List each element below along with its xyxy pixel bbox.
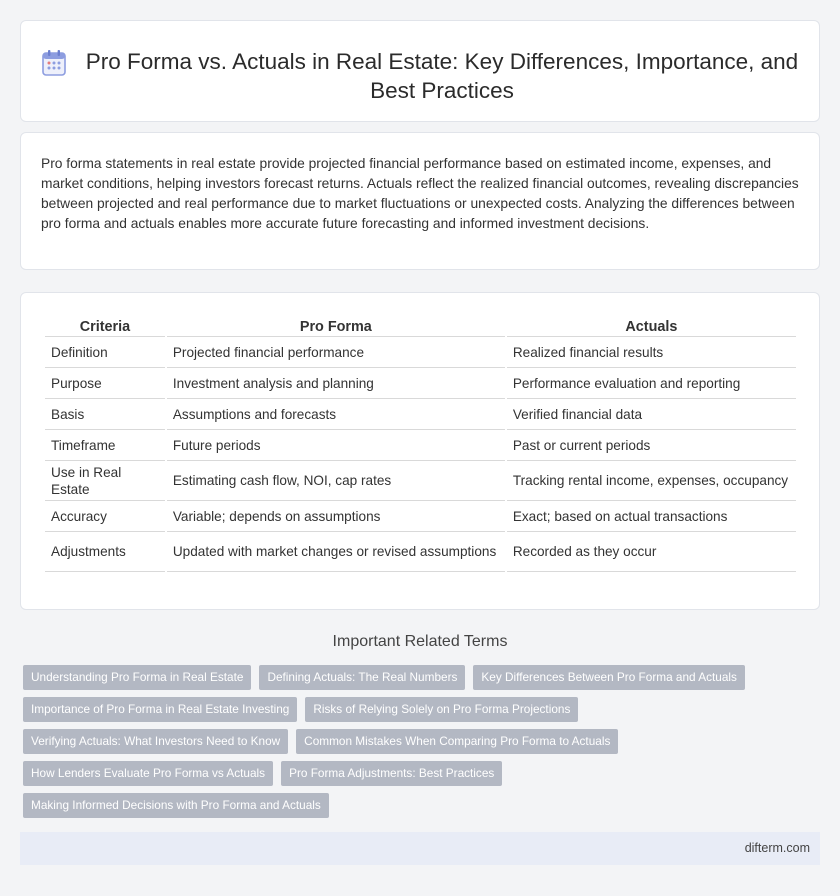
related-terms-heading: Important Related Terms [332,633,508,650]
table-cell: Adjustments [45,532,165,572]
header [21,21,819,105]
related-term-link[interactable]: Defining Actuals: The Real Numbers [259,665,465,690]
table-cell: Past or current periods [507,430,796,461]
table-header-row [45,313,796,337]
table-row [45,368,796,399]
table-row [45,461,796,501]
table-row [45,501,796,532]
related-term-link[interactable]: Understanding Pro Forma in Real Estate [23,665,251,690]
table-row [45,337,796,368]
comparison-table [43,313,798,572]
table-cell: Realized financial results [507,337,796,368]
table-cell: Recorded as they occur [507,532,796,572]
related-term-link[interactable]: Importance of Pro Forma in Real Estate Investing [23,697,297,722]
calendar-icon [41,49,67,77]
footer [20,832,820,865]
footer-site-link[interactable]: difterm.com [744,841,810,855]
table-cell: Updated with market changes or revised assumptions [167,532,505,572]
intro-card [20,132,820,270]
related-term-link[interactable]: Key Differences Between Pro Forma and Actuals [473,665,745,690]
header-card [20,20,820,122]
table-cell: Verified financial data [507,399,796,430]
intro-paragraph: Pro forma statements in real estate provide projected financial performance based on estimated income, expenses, and market conditions, helping investors forecast returns. Actuals reflect the realized financial outcomes, revealing discrepancies between projected and real performance due to market fluctuations or unexpected costs. Analyzing the differences between pro forma and actuals enables more accurate future forecasting and informed investment decisions. [41,156,799,231]
comparison-table-card [20,292,820,610]
table-cell: Investment analysis and planning [167,368,505,399]
table-row [45,399,796,430]
table-cell: Use in Real Estate [45,461,165,501]
table-cell: Performance evaluation and reporting [507,368,796,399]
table-cell: Accuracy [45,501,165,532]
column-header-criteria: Criteria [45,313,165,337]
related-terms-list [23,665,823,825]
table-cell: Basis [45,399,165,430]
table-cell: Future periods [167,430,505,461]
table-cell: Timeframe [45,430,165,461]
table-row [45,532,796,572]
related-term-link[interactable]: Risks of Relying Solely on Pro Forma Projections [305,697,578,722]
table-cell: Purpose [45,368,165,399]
table-cell: Definition [45,337,165,368]
column-header-actuals: Actuals [507,313,796,337]
table-cell: Tracking rental income, expenses, occupancy [507,461,796,501]
table-cell: Estimating cash flow, NOI, cap rates [167,461,505,501]
related-term-link[interactable]: Pro Forma Adjustments: Best Practices [281,761,502,786]
table-cell: Projected financial performance [167,337,505,368]
column-header-pro-forma: Pro Forma [167,313,505,337]
related-term-link[interactable]: Making Informed Decisions with Pro Forma and Actuals [23,793,329,818]
page-title: Pro Forma vs. Actuals in Real Estate: Key Differences, Importance, and Best Practices [85,49,799,103]
table-cell: Exact; based on actual transactions [507,501,796,532]
related-term-link[interactable]: How Lenders Evaluate Pro Forma vs Actuals [23,761,273,786]
related-term-link[interactable]: Common Mistakes When Comparing Pro Forma to Actuals [296,729,618,754]
table-cell: Variable; depends on assumptions [167,501,505,532]
table-row [45,430,796,461]
related-term-link[interactable]: Verifying Actuals: What Investors Need to Know [23,729,288,754]
table-cell: Assumptions and forecasts [167,399,505,430]
